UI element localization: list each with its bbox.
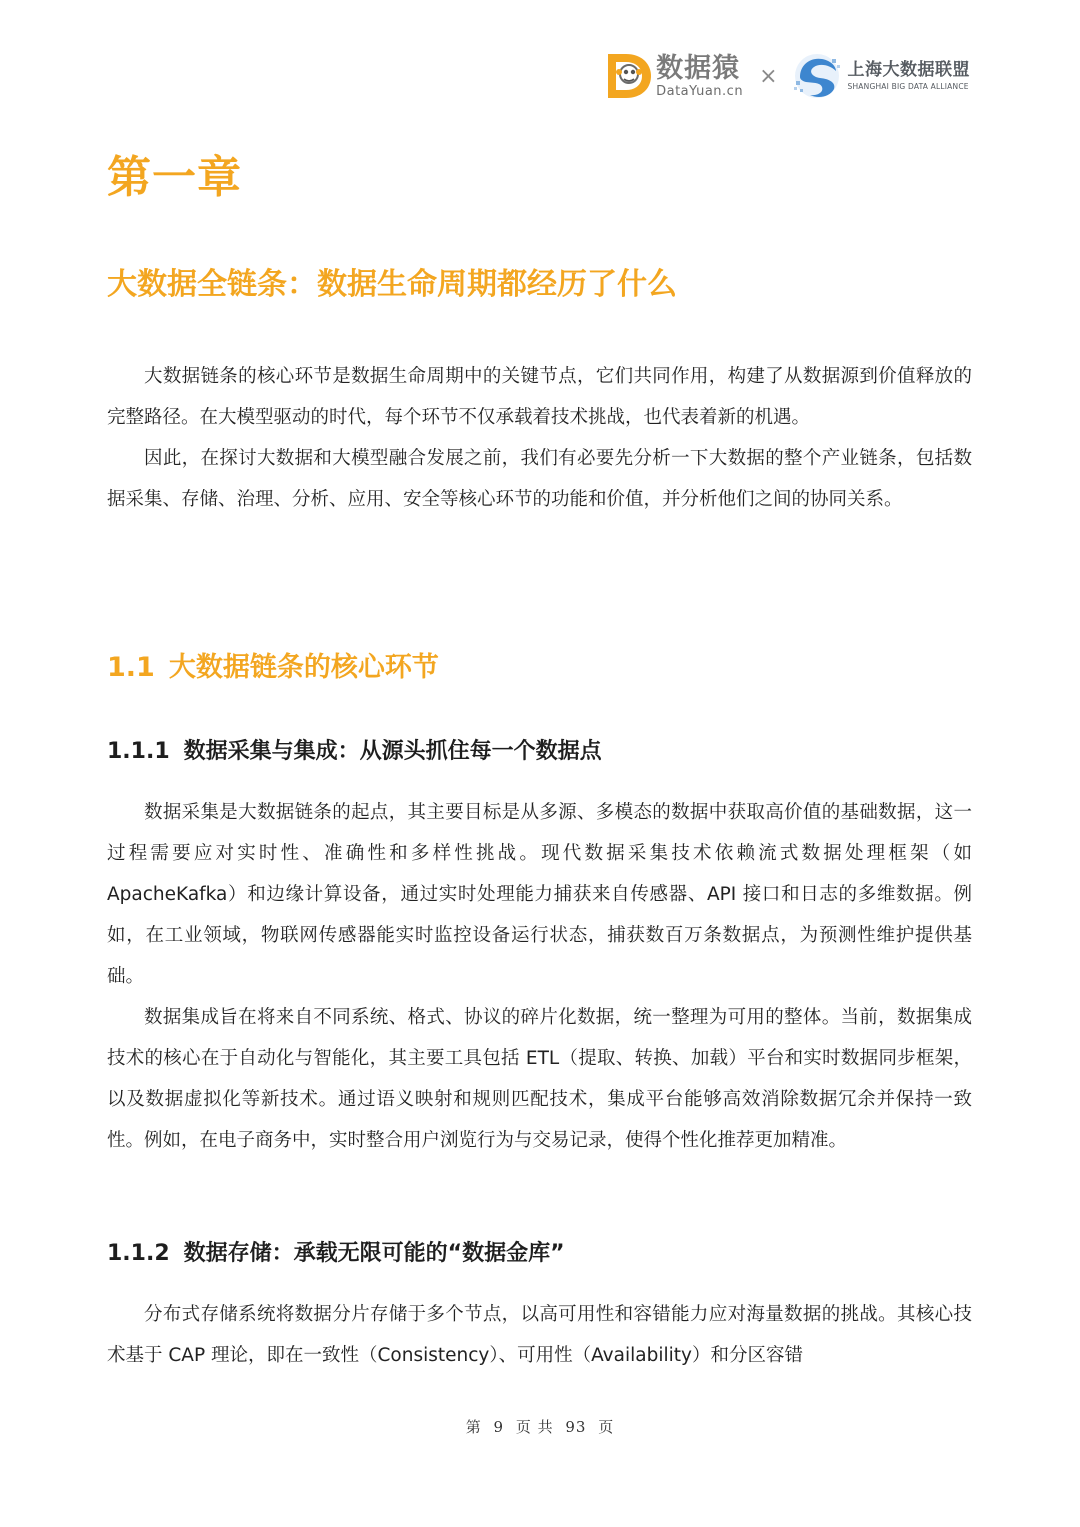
section-number: 1.1 [107, 652, 155, 683]
subsection-body [107, 1294, 972, 1376]
subsection-number: 1.1.1 [107, 739, 170, 764]
chapter-title: 第一章 [107, 152, 242, 203]
intro-section [107, 356, 972, 520]
subsection-title: 数据采集与集成：从源头抓住每一个数据点 [183, 739, 602, 764]
subsection-number: 1.1.2 [107, 1241, 170, 1266]
subsection-title: 数据存储：承载无限可能的“数据金库” [183, 1241, 565, 1266]
shanghai-alliance-logo-icon [792, 51, 842, 101]
page-prefix: 第 [465, 1418, 482, 1436]
subsection-heading [107, 734, 602, 770]
datayuan-name: 数据猿 [656, 52, 741, 84]
body-paragraph: 分布式存储系统将数据分片存储于多个节点，以高可用性和容错能力应对海量数据的挑战。其核心技术基于 CAP 理论，即在一致性（Consistency）、可用性（Availability）和分区容错 [107, 1304, 972, 1366]
chapter-subtitle: 大数据全链条：数据生命周期都经历了什么 [107, 267, 677, 302]
alliance-name-en: SHANGHAI BIG DATA ALLIANCE [847, 81, 969, 91]
datayuan-logo-icon [602, 50, 654, 102]
alliance-wordmark [847, 59, 971, 91]
logo-separator: × [759, 63, 778, 89]
intro-paragraph: 因此，在探讨大数据和大模型融合发展之前，我们有必要先分析一下大数据的整个产业链条，包括数据采集、存储、治理、分析、应用、安全等核心环节的功能和价值，并分析他们之间的协同关系。 [107, 448, 972, 510]
datayuan-logo [602, 50, 743, 102]
total-pages-number: 93 [565, 1418, 587, 1436]
intro-paragraph: 大数据链条的核心环节是数据生命周期中的关键节点，它们共同作用，构建了从数据源到价值释放的完整路径。在大模型驱动的时代，每个环节不仅承载着技术挑战，也代表着新的机遇。 [107, 366, 972, 428]
page-middle-text: 页 共 [515, 1418, 554, 1436]
body-paragraph: 数据集成旨在将来自不同系统、格式、协议的碎片化数据，统一整理为可用的整体。当前，数据集成技术的核心在于自动化与智能化，其主要工具包括 ETL（提取、转换、加载）平台和实时数据同步框架，以及数据虚拟化等新技术。通过语义映射和规则匹配技术，集成平台能够高效消除数据冗余并保持一致性。例如，在电子商务中，实时整合用户浏览行为与交易记录，使得个性化推荐更加精准。 [107, 1007, 972, 1151]
datayuan-url: DataYuan.cn [656, 83, 744, 99]
body-paragraph: 数据采集是大数据链条的起点，其主要目标是从多源、多模态的数据中获取高价值的基础数据，这一过程需要应对实时性、准确性和多样性挑战。现代数据采集技术依赖流式数据处理框架（如 ApacheKafka）和边缘计算设备，通过实时处理能力捕获来自传感器、API 接口和日志的多维数据。例如，在工业领域，物联网传感器能实时监控设备运行状态，捕获数百万条数据点，为预测性维护提供基础。 [107, 802, 972, 987]
subsection-body [107, 792, 972, 1161]
section-title: 大数据链条的核心环节 [168, 652, 439, 683]
alliance-name: 上海大数据联盟 [847, 59, 970, 80]
page-suffix: 页 [598, 1418, 615, 1436]
shanghai-alliance-logo [792, 51, 971, 101]
current-page-number: 9 [493, 1418, 505, 1436]
section-heading [107, 646, 439, 690]
page-footer [0, 1416, 1080, 1437]
header-logos [602, 48, 970, 104]
subsection-heading [107, 1236, 565, 1272]
datayuan-wordmark [656, 52, 744, 99]
